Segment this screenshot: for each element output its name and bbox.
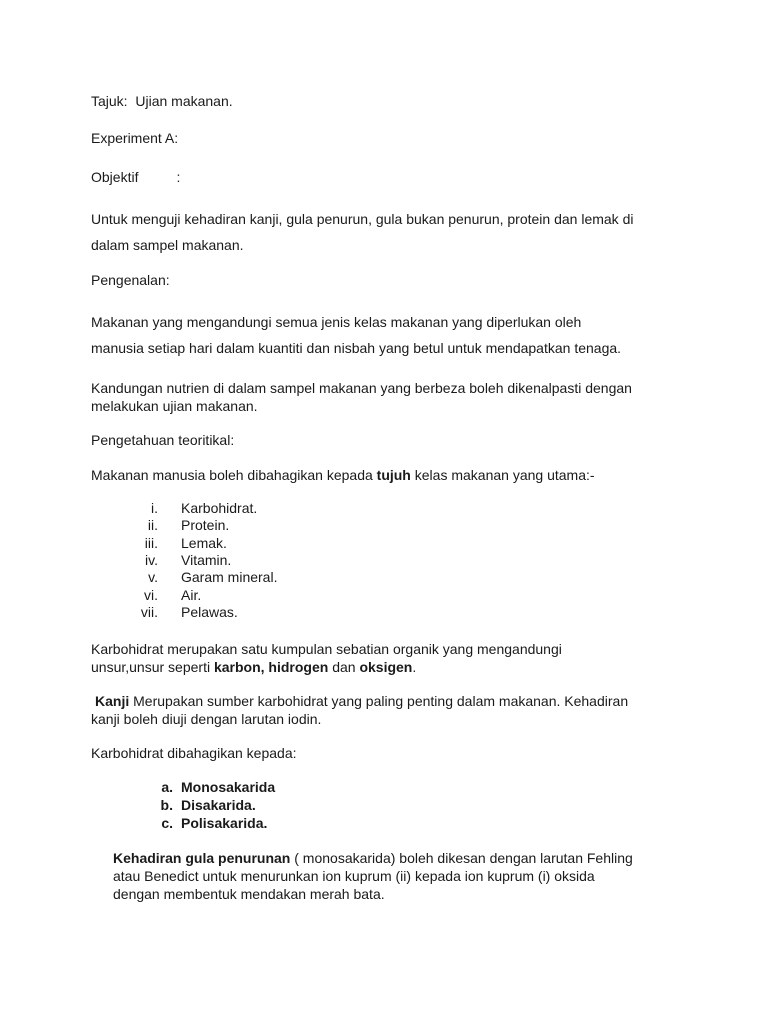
- title-value: Ujian makanan.: [135, 93, 233, 109]
- list-number: iii.: [144, 535, 158, 551]
- list-text: Karbohidrat.: [181, 500, 258, 516]
- intro-heading: Pengenalan:: [91, 272, 170, 288]
- list-letter: b.: [160, 797, 173, 813]
- nutrient-line-1: Kandungan nutrien di dalam sampel makanan yang berbeza boleh dikenalpasti dengan: [91, 380, 632, 396]
- list-number: iv.: [145, 552, 158, 568]
- kanji-line-2: kanji boleh diuji dengan larutan iodin.: [91, 711, 322, 727]
- list-number: vii.: [140, 604, 158, 620]
- classes-intro-text: Makanan manusia boleh dibahagikan kepada: [91, 467, 377, 483]
- intro-paragraph: [91, 309, 691, 361]
- objective-line-2: dalam sampel makanan.: [91, 237, 244, 253]
- title-line: [91, 92, 233, 110]
- classes-intro-rest: kelas makanan yang utama:-: [410, 467, 595, 483]
- reducing-line-1: [113, 849, 713, 867]
- list-text: Lemak.: [181, 535, 227, 551]
- kanji-term: Kanji: [95, 693, 130, 709]
- list-number: i.: [151, 500, 158, 516]
- list-text: Monosakarida: [181, 779, 276, 795]
- theory-heading: Pengetahuan teoritikal:: [91, 432, 235, 448]
- objective-paragraph: [91, 206, 691, 258]
- list-text: Pelawas.: [181, 604, 238, 620]
- carb-line-1: Karbohidrat merupakan satu kumpulan sebatian organik yang mengandungi: [91, 641, 562, 657]
- objective-label: Objektif: [91, 169, 139, 185]
- nutrient-paragraph: [91, 379, 691, 415]
- kanji-line-1-text: Merupakan sumber karbohidrat yang paling penting dalam makanan. Kehadiran: [129, 693, 629, 709]
- list-number: vi.: [144, 587, 158, 603]
- list-text: Vitamin.: [181, 552, 232, 568]
- objective-colon: :: [176, 169, 181, 185]
- list-number: ii.: [147, 517, 158, 533]
- list-text: Disakarida.: [181, 797, 256, 813]
- experiment-heading: Experiment A:: [91, 130, 179, 146]
- kanji-paragraph: [91, 692, 695, 728]
- list-text: Protein.: [181, 517, 230, 533]
- intro-line-2: manusia setiap hari dalam kuantiti dan nisbah yang betul untuk mendapatkan tenaga.: [91, 340, 622, 356]
- reducing-line-2: atau Benedict untuk menurunkan ion kuprum (ii) kepada ion kuprum (i) oksida: [113, 868, 595, 884]
- carb-line-2-mid: dan: [328, 659, 360, 675]
- carb-line-2-end: .: [412, 659, 417, 675]
- list-text: Air.: [181, 587, 202, 603]
- list-letter: c.: [161, 815, 173, 831]
- kanji-line-1: [95, 692, 695, 710]
- list-letter: a.: [161, 779, 173, 795]
- carb-elements: karbon, hidrogen: [213, 659, 329, 675]
- carb-line-2-text: unsur,unsur seperti: [91, 659, 214, 675]
- list-number: v.: [148, 569, 158, 585]
- carb-oxygen: oksigen: [359, 659, 413, 675]
- list-text: Garam mineral.: [181, 569, 278, 585]
- carb-paragraph: [91, 640, 691, 676]
- nutrient-line-2: melakukan ujian makanan.: [91, 398, 258, 414]
- reducing-term: Kehadiran gula penurunan: [113, 850, 291, 866]
- title-label: Tajuk:: [91, 93, 128, 109]
- objective-line-1: Untuk menguji kehadiran kanji, gula penurun, gula bukan penurun, protein dan lemak di: [91, 211, 634, 227]
- reducing-sugar-paragraph: [113, 849, 713, 903]
- intro-line-1: Makanan yang mengandungi semua jenis kelas makanan yang diperlukan oleh: [91, 314, 582, 330]
- reducing-line-3: dengan membentuk mendakan merah bata.: [113, 886, 385, 902]
- carb-division-heading: Karbohidrat dibahagikan kepada:: [91, 745, 297, 761]
- reducing-line-1-text: ( monosakarida) boleh dikesan dengan larutan Fehling: [290, 850, 633, 866]
- classes-intro: [91, 466, 595, 484]
- carb-line-2: [91, 658, 691, 676]
- classes-count: tujuh: [376, 467, 411, 483]
- list-text: Polisakarida.: [181, 815, 268, 831]
- objective-heading: [91, 168, 180, 186]
